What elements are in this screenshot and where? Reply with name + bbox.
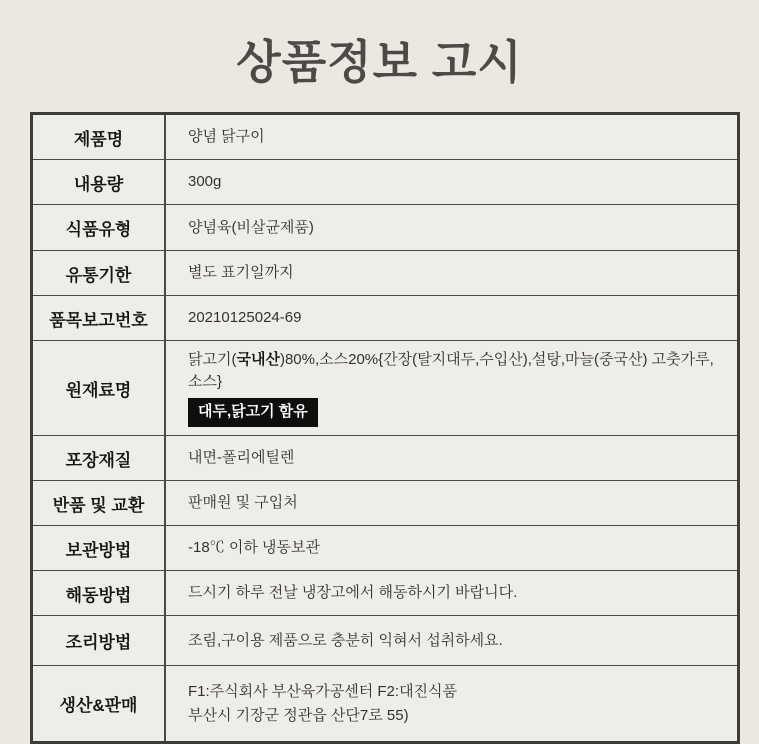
row-value: 판매원 및 구입처 xyxy=(188,494,298,512)
row-value: 드시기 하루 전날 냉장고에서 해동하시기 바랍니다. xyxy=(188,584,518,602)
row-value: 20210125024-69 xyxy=(188,309,302,327)
product-info-table xyxy=(30,112,740,744)
table-row-cooking xyxy=(33,616,737,666)
manufacturer-line-1: F1:주식회사 부산육가공센터 F2:대진식품 xyxy=(188,683,458,701)
row-value: -18℃ 이하 냉동보관 xyxy=(188,539,320,557)
row-label: 보관방법 xyxy=(33,526,166,570)
table-row-storage xyxy=(33,526,737,571)
table-row-ingredients xyxy=(33,341,737,436)
row-label: 해동방법 xyxy=(33,571,166,615)
row-label: 반품 및 교환 xyxy=(33,481,166,525)
table-row-report-number xyxy=(33,296,737,341)
table-row-packaging xyxy=(33,436,737,481)
row-value: 300g xyxy=(188,173,222,191)
row-label: 원재료명 xyxy=(33,341,166,435)
table-row-net-weight xyxy=(33,160,737,205)
table-row-manufacturer xyxy=(33,666,737,741)
row-value: 조림,구이용 제품으로 충분히 익혀서 섭취하세요. xyxy=(188,631,503,649)
row-label: 제품명 xyxy=(33,115,166,159)
table-row-product-name xyxy=(33,115,737,160)
row-value: 양념육(비살균제품) xyxy=(188,218,314,236)
row-label: 포장재질 xyxy=(33,436,166,480)
manufacturer-line-2: 부산시 기장군 정관읍 산단7로 55) xyxy=(188,706,409,724)
row-value xyxy=(166,341,737,435)
row-label: 내용량 xyxy=(33,160,166,204)
row-label: 조리방법 xyxy=(33,616,166,665)
row-label: 품목보고번호 xyxy=(33,296,166,340)
row-value: 내면-폴리에틸렌 xyxy=(188,449,295,467)
row-label: 유통기한 xyxy=(33,251,166,295)
table-row-expiration xyxy=(33,251,737,296)
row-value xyxy=(166,666,737,741)
ingredients-text: 닭고기(국내산)80%,소스20%{간장(탈지대두,수입산),설탕,마늘(중국산) 고춧가루,소스} xyxy=(188,350,714,390)
row-value: 별도 표기일까지 xyxy=(188,264,294,282)
row-label: 식품유형 xyxy=(33,205,166,250)
row-label: 생산&판매 xyxy=(33,666,166,741)
allergy-badge: 대두,닭고기 함유 xyxy=(188,398,318,427)
table-row-returns xyxy=(33,481,737,526)
table-row-food-type xyxy=(33,205,737,251)
row-value: 양념 닭구이 xyxy=(188,128,265,146)
table-row-thawing xyxy=(33,571,737,616)
page-title: 상품정보 고시 xyxy=(236,36,523,88)
origin-bold-text: 국내산 xyxy=(236,350,280,368)
